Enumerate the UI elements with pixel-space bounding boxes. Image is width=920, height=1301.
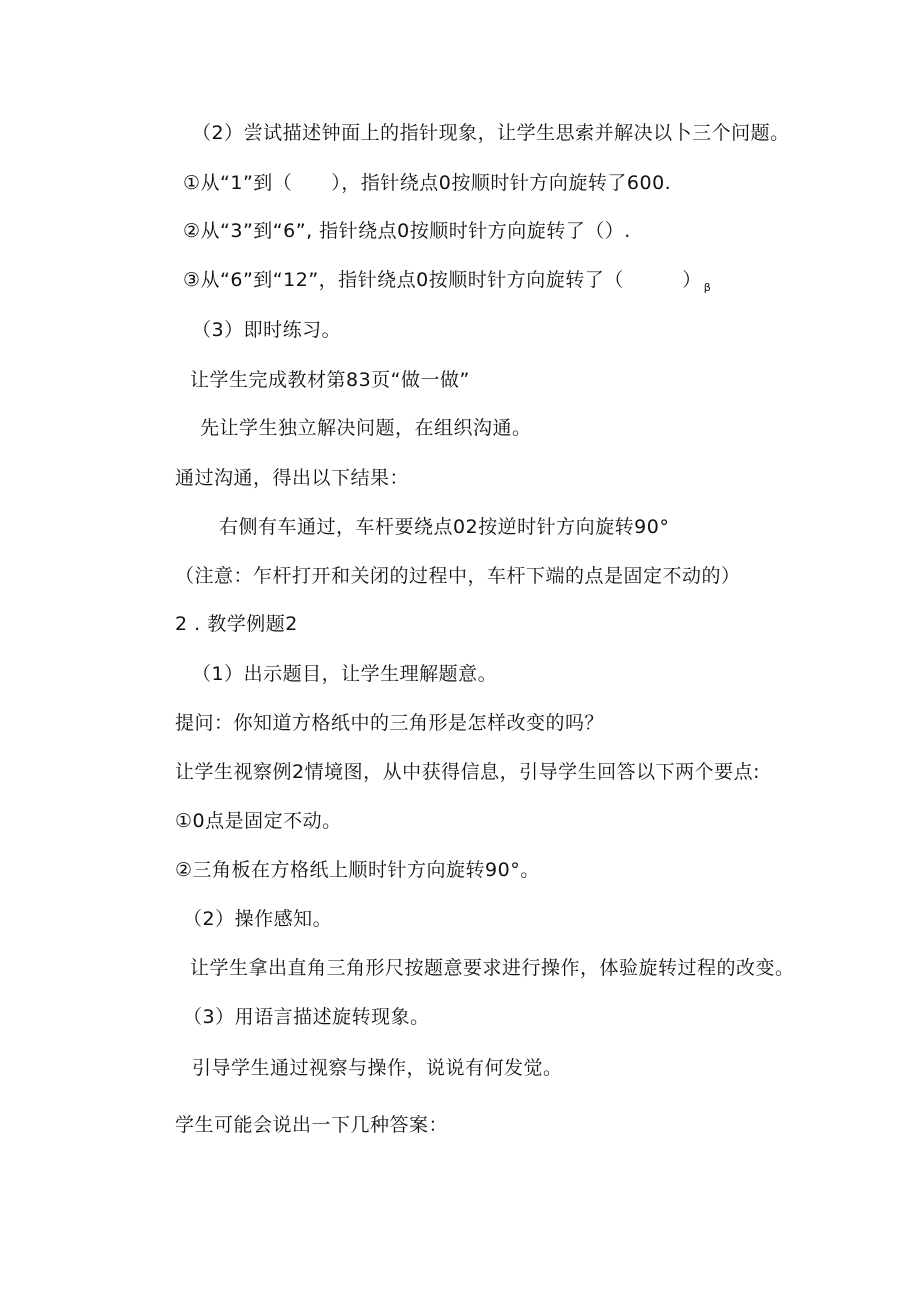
- key-point-2: ②三角板在方格纸上顺时针方向旋转90°。: [175, 859, 540, 881]
- show-question-paragraph: （1）出示题目，让学生理解题意。: [192, 663, 498, 685]
- question-2-heading: （2）尝试描述钟面上的指针现象，让学生思索并解决以卜三个问题。: [192, 122, 790, 144]
- guide-paragraph: 引导学生通过视察与操作，说说有何发觉。: [192, 1057, 563, 1079]
- question-item-3-text: ③从“6”到“12”，指针绕点0按顺时针方向旋转了（ ）: [183, 269, 702, 291]
- question-item-3-suffix: β: [703, 281, 712, 294]
- key-point-1: ①0点是固定不动。: [175, 810, 342, 832]
- describe-rotation-heading: （3）用语言描述旋转现象。: [183, 1006, 430, 1028]
- result-paragraph: 右侧有车通过，车杆要绕点02按逆时针方向旋转90°: [219, 516, 670, 538]
- operation-paragraph: 让学生拿出直角三角形尺按题意要求进行操作，体验旋转过程的改变。: [190, 957, 795, 979]
- example-2-heading: 2 . 教学例题2: [175, 613, 298, 635]
- question-item-1: ①从“1”到（ ），指针绕点0按顺时针方向旋转了600.: [183, 172, 672, 194]
- question-item-3: [183, 268, 711, 300]
- possible-answers-paragraph: 学生可能会说出一下几种答案：: [175, 1114, 449, 1136]
- question-item-2: ②从“3”到“6”, 指针绕点0按顺时针方向旋转了（）.: [183, 220, 631, 242]
- note-paragraph: （注意：乍杆打开和关闭的过程中，车杆下端的点是固定不动的）: [175, 565, 741, 587]
- operation-heading: （2）操作感知。: [183, 908, 333, 930]
- results-intro-paragraph: 通过沟通，得出以下结果：: [175, 467, 410, 489]
- practice-heading: （3）即时练习。: [192, 319, 342, 341]
- observe-example-paragraph: 让学生视察例2情境图，从中获得信息，引导学生回答以下两个要点:: [175, 761, 760, 783]
- independent-solve-paragraph: 先让学生独立解决问题，在组织沟通。: [200, 417, 532, 439]
- question-prompt-paragraph: 提问：你知道方格纸中的三角形是怎样改变的吗？: [175, 712, 605, 734]
- textbook-exercise-paragraph: 让学生完成教材第83页“做一做”: [190, 369, 470, 391]
